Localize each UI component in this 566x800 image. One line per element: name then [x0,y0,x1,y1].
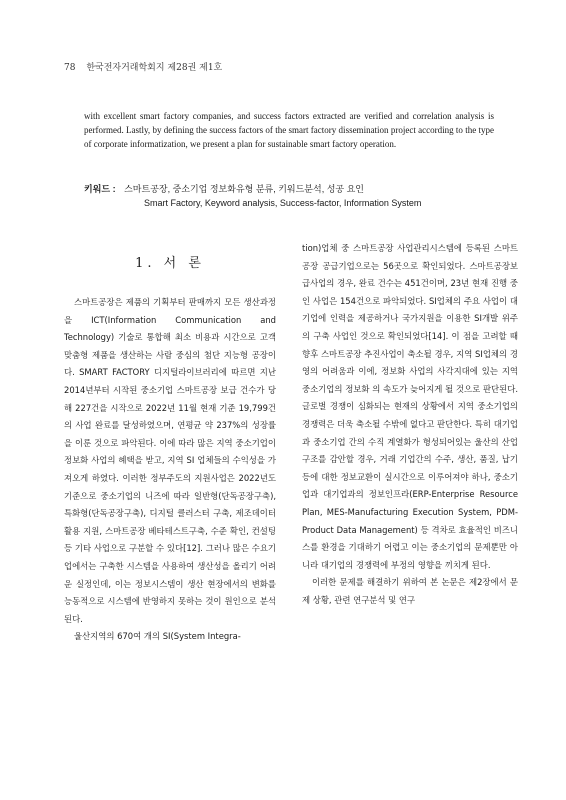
keywords-label: 키워드 : [84,184,116,194]
paragraph: tion)업체 중 스마트공장 사업관리시스템에 등록된 스마트공장 공급기업으로는 56곳으로 확인되었다. 스마트공장보급사업의 경우, 완료 건수는 451건이며, 23년 현재 진행 중인 사업은 154건으로 파악되었다. SI업체의 주요 사업이 대기업에 인력을 제공하거나 국가지원을 이용한 SI개발 위주의 구축 사업인 것으로 확인되었다[14]. 이 점을 고려할 때 향후 스마트공장 추진사업이 축소될 경우, 지역 SI업체의 경영의 어려움과 이에, 정보화 사업의 사각지대에 있는 지역 중소기업의 정보화 의 속도가 늦어지게 될 것으로 판단된다. 글로벌 경쟁이 심화되는 현재의 상황에서 지역 중소기업의 경쟁력은 더욱 축소될 수밖에 없다고 판단한다. 특히 대기업과 중소기업 간의 수직 계열화가 형성되어있는 울산의 산업구조를 감안할 경우, 거래 기업간의 수주, 생산, 품질, 납기 등에 대한 정보교환이 실시간으로 이루어져야 하나, 중소기업과 대기업과의 정보인프라(ERP-Enterprise Resource Plan, MES-Manufacturing Execution System, PDM-Product Data Management) 등 격차로 효율적인 비즈니스를 환경을 기대하기 어렵고 이는 중소기업의 문제뿐만 아니라 대기업의 경쟁력에 부정의 영향을 끼치게 된다. [302,243,518,570]
left-column [64,254,276,646]
abstract-tail: with excellent smart factory companies, and success factors extracted are verified and correlation analysis is performed. Lastly, by defining the success factors of the smart factory dissemination project according to the type of corporate informatization, we present a plan for sustainable smart factory operation. [84,111,494,149]
page-number: 78 [64,63,76,73]
journal-name: 한국전자거래학회지 제28권 제1호 [86,63,223,73]
section-title: 1. 서 론 [135,256,205,271]
paragraph: 스마트공장은 제품의 기획부터 판매까지 모든 생산과정을 ICT(Information Communication and Technology) 기술로 통합해 최소 비용과 시간으로 고객 맞춤형 제품을 생산하는 사람 중심의 첨단 지능형 공장이다. SMART FACTORY 디지털라이브러리에 따르면 지난 2014년부터 시작된 중소기업 스마트공장 보급 건수가 당해 227건을 시작으로 2022년 11월 현재 기준 19,799건의 사업 완료를 달성하였으며, 연평균 약 237%의 성장률을 이룬 것으로 파악된다. 이에 따라 많은 지역 중소기업이 정보화 사업의 혜택을 받고, 지역 SI 업체들의 수익성을 가져오게 하였다. 이러한 정부주도의 지원사업은 2022년도 기준으로 중소기업의 니즈에 따라 일반형(단독공장구축), 특화형(단독공장구축), 디지털 클러스터 구축, 제조데이터 활용 지원, 스마트공장 베타테스트구축, 수준 확인, 컨설팅 등 기타 사업으로 구분할 수 있다[12]. 그러나 많은 수요기업에서는 구축한 시스템을 사용하여 생산성을 올리기 어려운 실정인데, 이는 정보시스템이 생산 현장에서의 변화를 능동적으로 시스템에 반영하지 못하는 것이 원인으로 분석된다. [64,297,276,624]
right-column [302,240,518,609]
keywords-korean: 스마트공장, 중소기업 정보화유형 분류, 키워드분석, 성공 요인 [124,184,364,194]
running-header [64,60,222,73]
keywords [84,182,504,210]
keywords-english: Smart Factory, Keyword analysis, Success-factor, Information System [144,198,422,208]
paragraph: 울산지역의 670여 개의 SI(System Integra- [74,631,241,642]
paragraph: 이러한 문제를 해결하기 위하여 본 논문은 제2장에서 문제 상황, 관련 연구분석 및 연구 [302,577,518,605]
